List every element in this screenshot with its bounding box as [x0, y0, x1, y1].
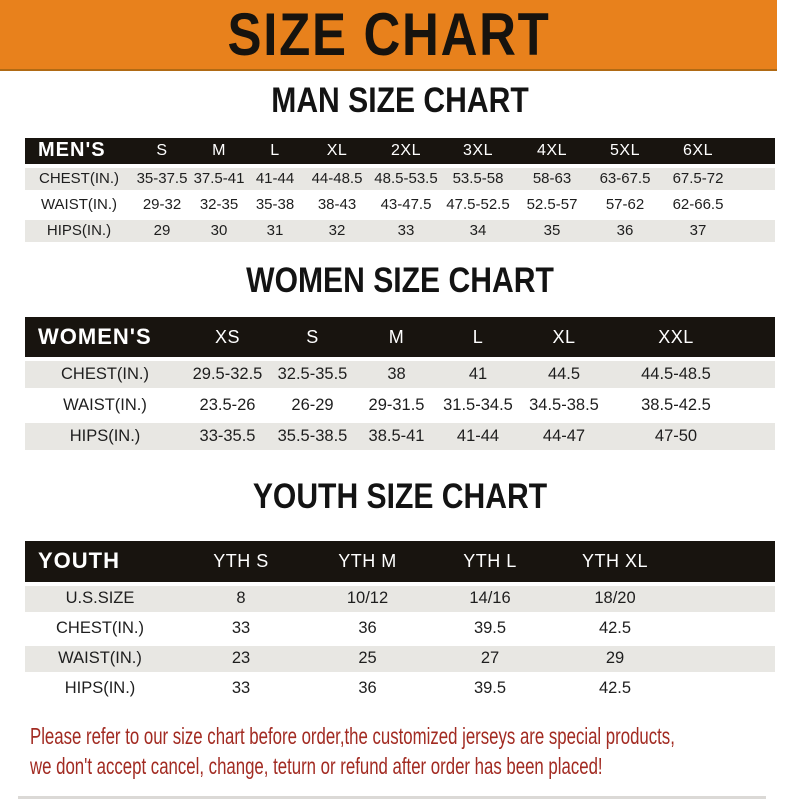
- bottom-edge-strip: [18, 796, 766, 799]
- women-waist-row: [25, 392, 775, 419]
- women-hips-row: [25, 423, 775, 450]
- size-value-cell: 32.5-35.5: [270, 361, 355, 388]
- size-value-cell: 38-43: [303, 194, 371, 216]
- size-value-cell: 34: [441, 220, 515, 242]
- size-value-cell: 37.5-41: [191, 168, 247, 190]
- size-column-header: L: [438, 317, 518, 357]
- spacer-cell: [678, 646, 775, 672]
- size-column-header: XS: [185, 317, 270, 357]
- row-label: WAIST(IN.): [25, 194, 133, 216]
- men-section-heading: MAN SIZE CHART: [271, 81, 529, 120]
- men-table-header-row: [25, 138, 775, 164]
- size-value-cell: 36: [307, 616, 428, 642]
- size-value-cell: 25: [307, 646, 428, 672]
- spacer-cell: [678, 676, 775, 702]
- size-value-cell: 62-66.5: [661, 194, 735, 216]
- size-value-cell: 35-37.5: [133, 168, 191, 190]
- size-value-cell: 47-50: [610, 423, 742, 450]
- size-column-header: 2XL: [371, 138, 441, 164]
- row-label: U.S.SIZE: [25, 586, 175, 612]
- size-value-cell: 52.5-57: [515, 194, 589, 216]
- size-value-cell: 32: [303, 220, 371, 242]
- size-column-header: XL: [518, 317, 610, 357]
- men-waist-row: [25, 194, 775, 216]
- size-value-cell: 33-35.5: [185, 423, 270, 450]
- men-table-corner-label: MEN'S: [25, 138, 133, 164]
- size-column-header: XXL: [610, 317, 742, 357]
- size-column-header: 5XL: [589, 138, 661, 164]
- size-column-header: L: [247, 138, 303, 164]
- spacer-cell: [742, 361, 775, 388]
- spacer-cell: [735, 194, 775, 216]
- row-label: WAIST(IN.): [25, 646, 175, 672]
- size-chart-banner: [0, 0, 777, 71]
- size-value-cell: 63-67.5: [589, 168, 661, 190]
- footer-note-line2: we don't accept cancel, change, teturn or refund after order has been placed!: [30, 752, 603, 779]
- youth-chest-row: [25, 616, 775, 642]
- spacer-cell: [742, 317, 775, 357]
- footer-note: [30, 721, 782, 781]
- size-value-cell: 47.5-52.5: [441, 194, 515, 216]
- size-value-cell: 29-32: [133, 194, 191, 216]
- men-hips-row: [25, 220, 775, 242]
- size-column-header: XL: [303, 138, 371, 164]
- size-value-cell: 41-44: [438, 423, 518, 450]
- size-column-header: S: [133, 138, 191, 164]
- size-value-cell: 36: [589, 220, 661, 242]
- size-value-cell: 29: [133, 220, 191, 242]
- size-value-cell: 58-63: [515, 168, 589, 190]
- size-value-cell: 44.5-48.5: [610, 361, 742, 388]
- size-value-cell: 23: [175, 646, 307, 672]
- size-value-cell: 34.5-38.5: [518, 392, 610, 419]
- size-value-cell: 41: [438, 361, 518, 388]
- size-column-header: 6XL: [661, 138, 735, 164]
- size-value-cell: 39.5: [428, 616, 552, 642]
- size-value-cell: 18/20: [552, 586, 678, 612]
- spacer-cell: [678, 541, 775, 582]
- youth-waist-row: [25, 646, 775, 672]
- size-value-cell: 23.5-26: [185, 392, 270, 419]
- size-value-cell: 42.5: [552, 616, 678, 642]
- size-value-cell: 36: [307, 676, 428, 702]
- size-value-cell: 14/16: [428, 586, 552, 612]
- size-value-cell: 57-62: [589, 194, 661, 216]
- size-column-header: M: [191, 138, 247, 164]
- size-value-cell: 38.5-41: [355, 423, 438, 450]
- size-value-cell: 53.5-58: [441, 168, 515, 190]
- youth-ussize-row: [25, 586, 775, 612]
- size-value-cell: 39.5: [428, 676, 552, 702]
- spacer-cell: [735, 168, 775, 190]
- youth-table-header-row: [25, 541, 775, 582]
- size-value-cell: 67.5-72: [661, 168, 735, 190]
- row-label: CHEST(IN.): [25, 168, 133, 190]
- spacer-cell: [735, 138, 775, 164]
- row-label: HIPS(IN.): [25, 220, 133, 242]
- footer-note-line1: Please refer to our size chart before order,the customized jerseys are special products,: [30, 722, 675, 749]
- row-label: CHEST(IN.): [25, 616, 175, 642]
- size-value-cell: 31: [247, 220, 303, 242]
- men-chest-row: [25, 168, 775, 190]
- youth-size-table: [25, 537, 775, 706]
- size-value-cell: 37: [661, 220, 735, 242]
- spacer-cell: [742, 423, 775, 450]
- size-value-cell: 33: [371, 220, 441, 242]
- youth-hips-row: [25, 676, 775, 702]
- size-value-cell: 44-48.5: [303, 168, 371, 190]
- size-column-header: YTH L: [428, 541, 552, 582]
- men-size-table: [25, 134, 775, 246]
- size-value-cell: 42.5: [552, 676, 678, 702]
- size-value-cell: 10/12: [307, 586, 428, 612]
- row-label: WAIST(IN.): [25, 392, 185, 419]
- row-label: CHEST(IN.): [25, 361, 185, 388]
- size-value-cell: 29: [552, 646, 678, 672]
- women-table-corner-label: WOMEN'S: [25, 317, 185, 357]
- size-value-cell: 33: [175, 616, 307, 642]
- row-label: HIPS(IN.): [25, 676, 175, 702]
- size-value-cell: 31.5-34.5: [438, 392, 518, 419]
- size-value-cell: 35-38: [247, 194, 303, 216]
- size-value-cell: 41-44: [247, 168, 303, 190]
- size-value-cell: 29-31.5: [355, 392, 438, 419]
- women-table-header-row: [25, 317, 775, 357]
- spacer-cell: [678, 616, 775, 642]
- banner-title: SIZE CHART: [227, 0, 550, 68]
- size-column-header: YTH XL: [552, 541, 678, 582]
- size-value-cell: 8: [175, 586, 307, 612]
- size-value-cell: 35.5-38.5: [270, 423, 355, 450]
- size-column-header: 4XL: [515, 138, 589, 164]
- spacer-cell: [678, 586, 775, 612]
- size-value-cell: 38: [355, 361, 438, 388]
- size-column-header: 3XL: [441, 138, 515, 164]
- youth-table-corner-label: YOUTH: [25, 541, 175, 582]
- size-value-cell: 43-47.5: [371, 194, 441, 216]
- size-value-cell: 33: [175, 676, 307, 702]
- size-value-cell: 44-47: [518, 423, 610, 450]
- women-size-table: [25, 313, 775, 454]
- size-column-header: YTH S: [175, 541, 307, 582]
- size-value-cell: 44.5: [518, 361, 610, 388]
- size-value-cell: 48.5-53.5: [371, 168, 441, 190]
- size-value-cell: 35: [515, 220, 589, 242]
- row-label: HIPS(IN.): [25, 423, 185, 450]
- size-value-cell: 29.5-32.5: [185, 361, 270, 388]
- size-column-header: M: [355, 317, 438, 357]
- spacer-cell: [742, 392, 775, 419]
- size-value-cell: 27: [428, 646, 552, 672]
- women-section-heading: WOMEN SIZE CHART: [246, 260, 554, 300]
- women-chest-row: [25, 361, 775, 388]
- size-column-header: YTH M: [307, 541, 428, 582]
- size-value-cell: 26-29: [270, 392, 355, 419]
- youth-section-heading: YOUTH SIZE CHART: [252, 477, 548, 516]
- size-value-cell: 32-35: [191, 194, 247, 216]
- size-column-header: S: [270, 317, 355, 357]
- size-value-cell: 38.5-42.5: [610, 392, 742, 419]
- spacer-cell: [735, 220, 775, 242]
- size-value-cell: 30: [191, 220, 247, 242]
